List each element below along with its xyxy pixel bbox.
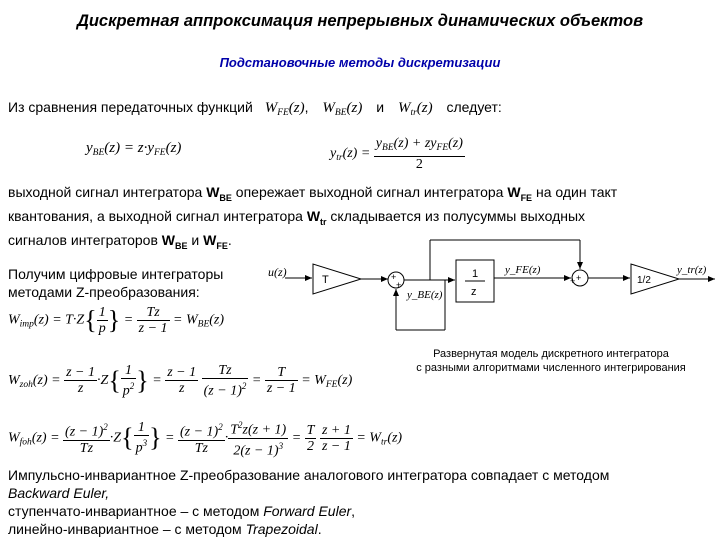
slide-subtitle: Подстановочные методы дискретизации — [219, 55, 501, 70]
gain-half-label: 1/2 — [637, 275, 651, 286]
digital-intro — [8, 265, 223, 301]
sum2-sign-bottom: + — [570, 276, 576, 286]
digital-intro-line-2: методами Z-преобразования: — [8, 284, 200, 300]
diagram-caption — [392, 347, 710, 375]
paragraph-line-1: выходной сигнал интегратора $W_{BE}$ опережает выходной сигнал интегратора $W_{FE}$ на один такт — [8, 184, 618, 203]
conclusion-line-4: линейно-инвариантное – с методом Trapezoidal. — [8, 521, 322, 537]
gain-t-block — [313, 264, 361, 294]
caption-line-1: Развернутая модель дискретного интегратора — [433, 348, 669, 360]
gain-t-label: T — [322, 274, 329, 286]
paragraph-line-3: сигналов интеграторов $W_{BE}$ и $W_{FE}$. — [8, 231, 232, 251]
formula-imp: $W_{imp}(z) = T\cdot Z${ $\frac{1}{p}$ } = $\frac{Tz}{z - 1}$ = $W_{BE}(z)$ — [8, 305, 225, 336]
y-fe-label: y_FE(z) — [505, 264, 541, 276]
tf-tr: $W_{tr}(z)$ — [397, 100, 433, 118]
sum2-sign-top: + — [576, 273, 582, 283]
conclusion-line-3: ступенчато-инвариантное – с методом Forward Euler, — [8, 503, 356, 519]
intro-and: и — [376, 99, 385, 115]
input-label: u(z) — [268, 265, 287, 279]
sum1-sign-top: + — [391, 272, 397, 282]
intro-comma: , — [304, 99, 309, 115]
integrator-block-diagram — [265, 232, 720, 344]
y-tr-label: y_tr(z) — [677, 264, 707, 276]
slide-title: Дискретная аппроксимация непрерывных динамических объектов — [76, 12, 644, 30]
conclusion — [8, 466, 713, 538]
equation-y-tr: $y_{tr}(z)$ = $\frac{y_{BE}(z) + zy_{FE}(z)}{2}$ — [330, 136, 463, 172]
tf-fe: $W_{FE}(z)$ — [264, 100, 305, 118]
digital-intro-line-1: Получим цифровые интеграторы — [8, 266, 224, 282]
intro-line — [8, 98, 502, 122]
y-be-label: y_BE(z) — [407, 289, 443, 301]
delay-denominator: z — [471, 286, 477, 298]
sum1-sign-bottom: + — [396, 280, 402, 290]
tf-be: $W_{BE}(z)$ — [322, 100, 363, 118]
equation-y-be: $y_{BE}(z) = z\cdot y_{FE}(z)$ — [86, 140, 182, 158]
conclusion-line-1: Импульсно-инвариантное Z-преобразование аналогового интегратора совпадает с методом — [8, 467, 610, 483]
caption-line-2: с разными алгоритмами численного интегрирования — [416, 362, 686, 374]
conclusion-line-2: Backward Euler, — [8, 485, 110, 501]
formula-foh: $W_{foh}(z)$ = $\frac{(z - 1)^2}{Tz}$ ·Z{ $\frac{1}{p^3}$ } = $\frac{(z - 1)^2}{Tz}$ · $\frac{T^2z(z + 1)}{2(z - 1)^3}$ = $\frac{T}{2}$ $\frac{z + 1}{z - 1}$ = $W_{tr}(z)$ — [8, 420, 403, 459]
paragraph-line-2: квантования, а выходной сигнал интегратора $W_{tr}$ складывается из полусуммы выходных — [8, 207, 586, 227]
intro-prefix: Из сравнения передаточных функций — [8, 99, 253, 115]
delay-numerator: 1 — [472, 268, 479, 280]
formula-zoh: $W_{zoh}(z)$ = $\frac{z - 1}{z}$ ·Z{ $\frac{1}{p^2}$ } = $\frac{z - 1}{z}$ $\frac{Tz}{(z - 1)^2}$ = $\frac{T}{z - 1}$ = $W_{FE}(z)$ — [8, 363, 353, 399]
intro-suffix: следует: — [446, 99, 502, 115]
